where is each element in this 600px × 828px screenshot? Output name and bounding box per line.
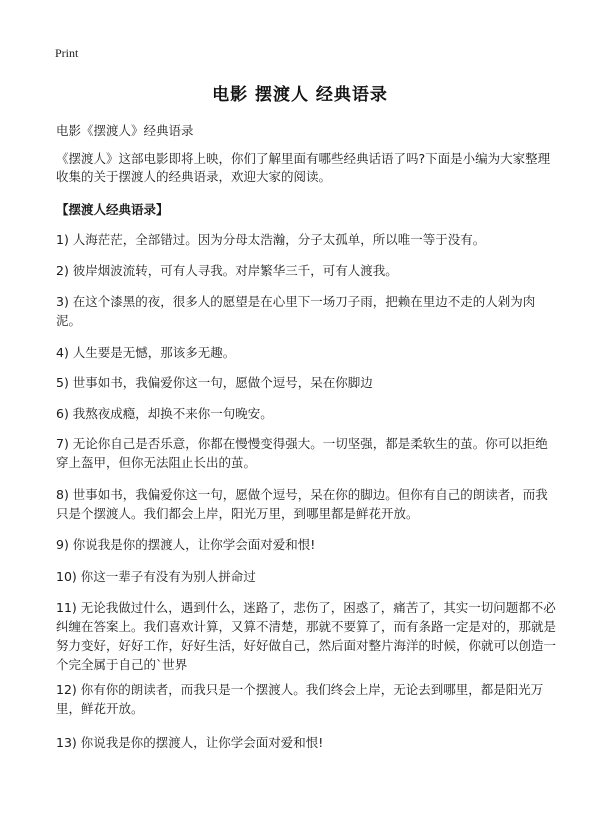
section-heading: 【摆渡人经典语录】 [56, 202, 169, 217]
quote-7: 7) 无论你自己是否乐意，你都在慢慢变得强大。一切坚强，都是柔软生的茧。你可以拒绝穿上盔甲，但你无法阻止长出的茧。 [56, 436, 548, 470]
print-label: Print [55, 46, 79, 60]
quote-11: 11) 无论我做过什么，遇到什么，迷路了，悲伤了，困惑了，痛苦了，其实一切问题都不必纠缠在答案上。我们喜欢计算，又算不清楚，那就不要算了，而有条路一定是对的，那就是努力变好，好好工作，好好生活，好好做自己，然后面对整片海洋的时候，你就可以创造一个完全属于自己的`世界 [56, 600, 557, 672]
quote-13: 13) 你说我是你的摆渡人，让你学会面对爱和恨! [56, 735, 324, 750]
quote-12: 12) 你有你的朗读者，而我只是一个摆渡人。我们终会上岸，无论去到哪里，都是阳光万里，鲜花开放。 [56, 682, 544, 716]
quote-2: 2) 彼岸烟波流转，可有人寻我。对岸繁华三千，可有人渡我。 [56, 263, 398, 278]
quote-4: 4) 人生要是无憾，那该多无趣。 [56, 345, 236, 360]
quote-6: 6) 我熬夜成瘾，却换不来你一句晚安。 [56, 406, 273, 421]
quote-9: 9) 你说我是你的摆渡人，让你学会面对爱和恨! [56, 537, 316, 552]
page-title: 电影 摆渡人 经典语录 [212, 85, 388, 105]
intro-paragraph: 《摆渡人》这部电影即将上映，你们了解里面有哪些经典话语了吗?下面是小编为大家整理收集的关于摆渡人的经典语录，欢迎大家的阅读。 [56, 151, 551, 184]
quote-5: 5) 世事如书，我偏爱你这一句，愿做个逗号，呆在你脚边 [56, 375, 373, 390]
subtitle: 电影《摆渡人》经典语录 [56, 123, 194, 138]
quote-8: 8) 世事如书，我偏爱你这一句，愿做个逗号，呆在你的脚边。但你有自己的朗读者，而我只是个摆渡人。我们都会上岸，阳光万里，到哪里都是鲜花开放。 [56, 487, 548, 521]
quote-10: 10) 你这一辈子有没有为别人拼命过 [56, 569, 256, 584]
quote-3: 3) 在这个漆黑的夜，很多人的愿望是在心里下一场刀子雨，把赖在里边不走的人剁为肉泥。 [56, 294, 536, 328]
quote-1: 1) 人海茫茫，全部错过。因为分母太浩瀚，分子太孤单，所以唯一等于没有。 [56, 232, 486, 247]
